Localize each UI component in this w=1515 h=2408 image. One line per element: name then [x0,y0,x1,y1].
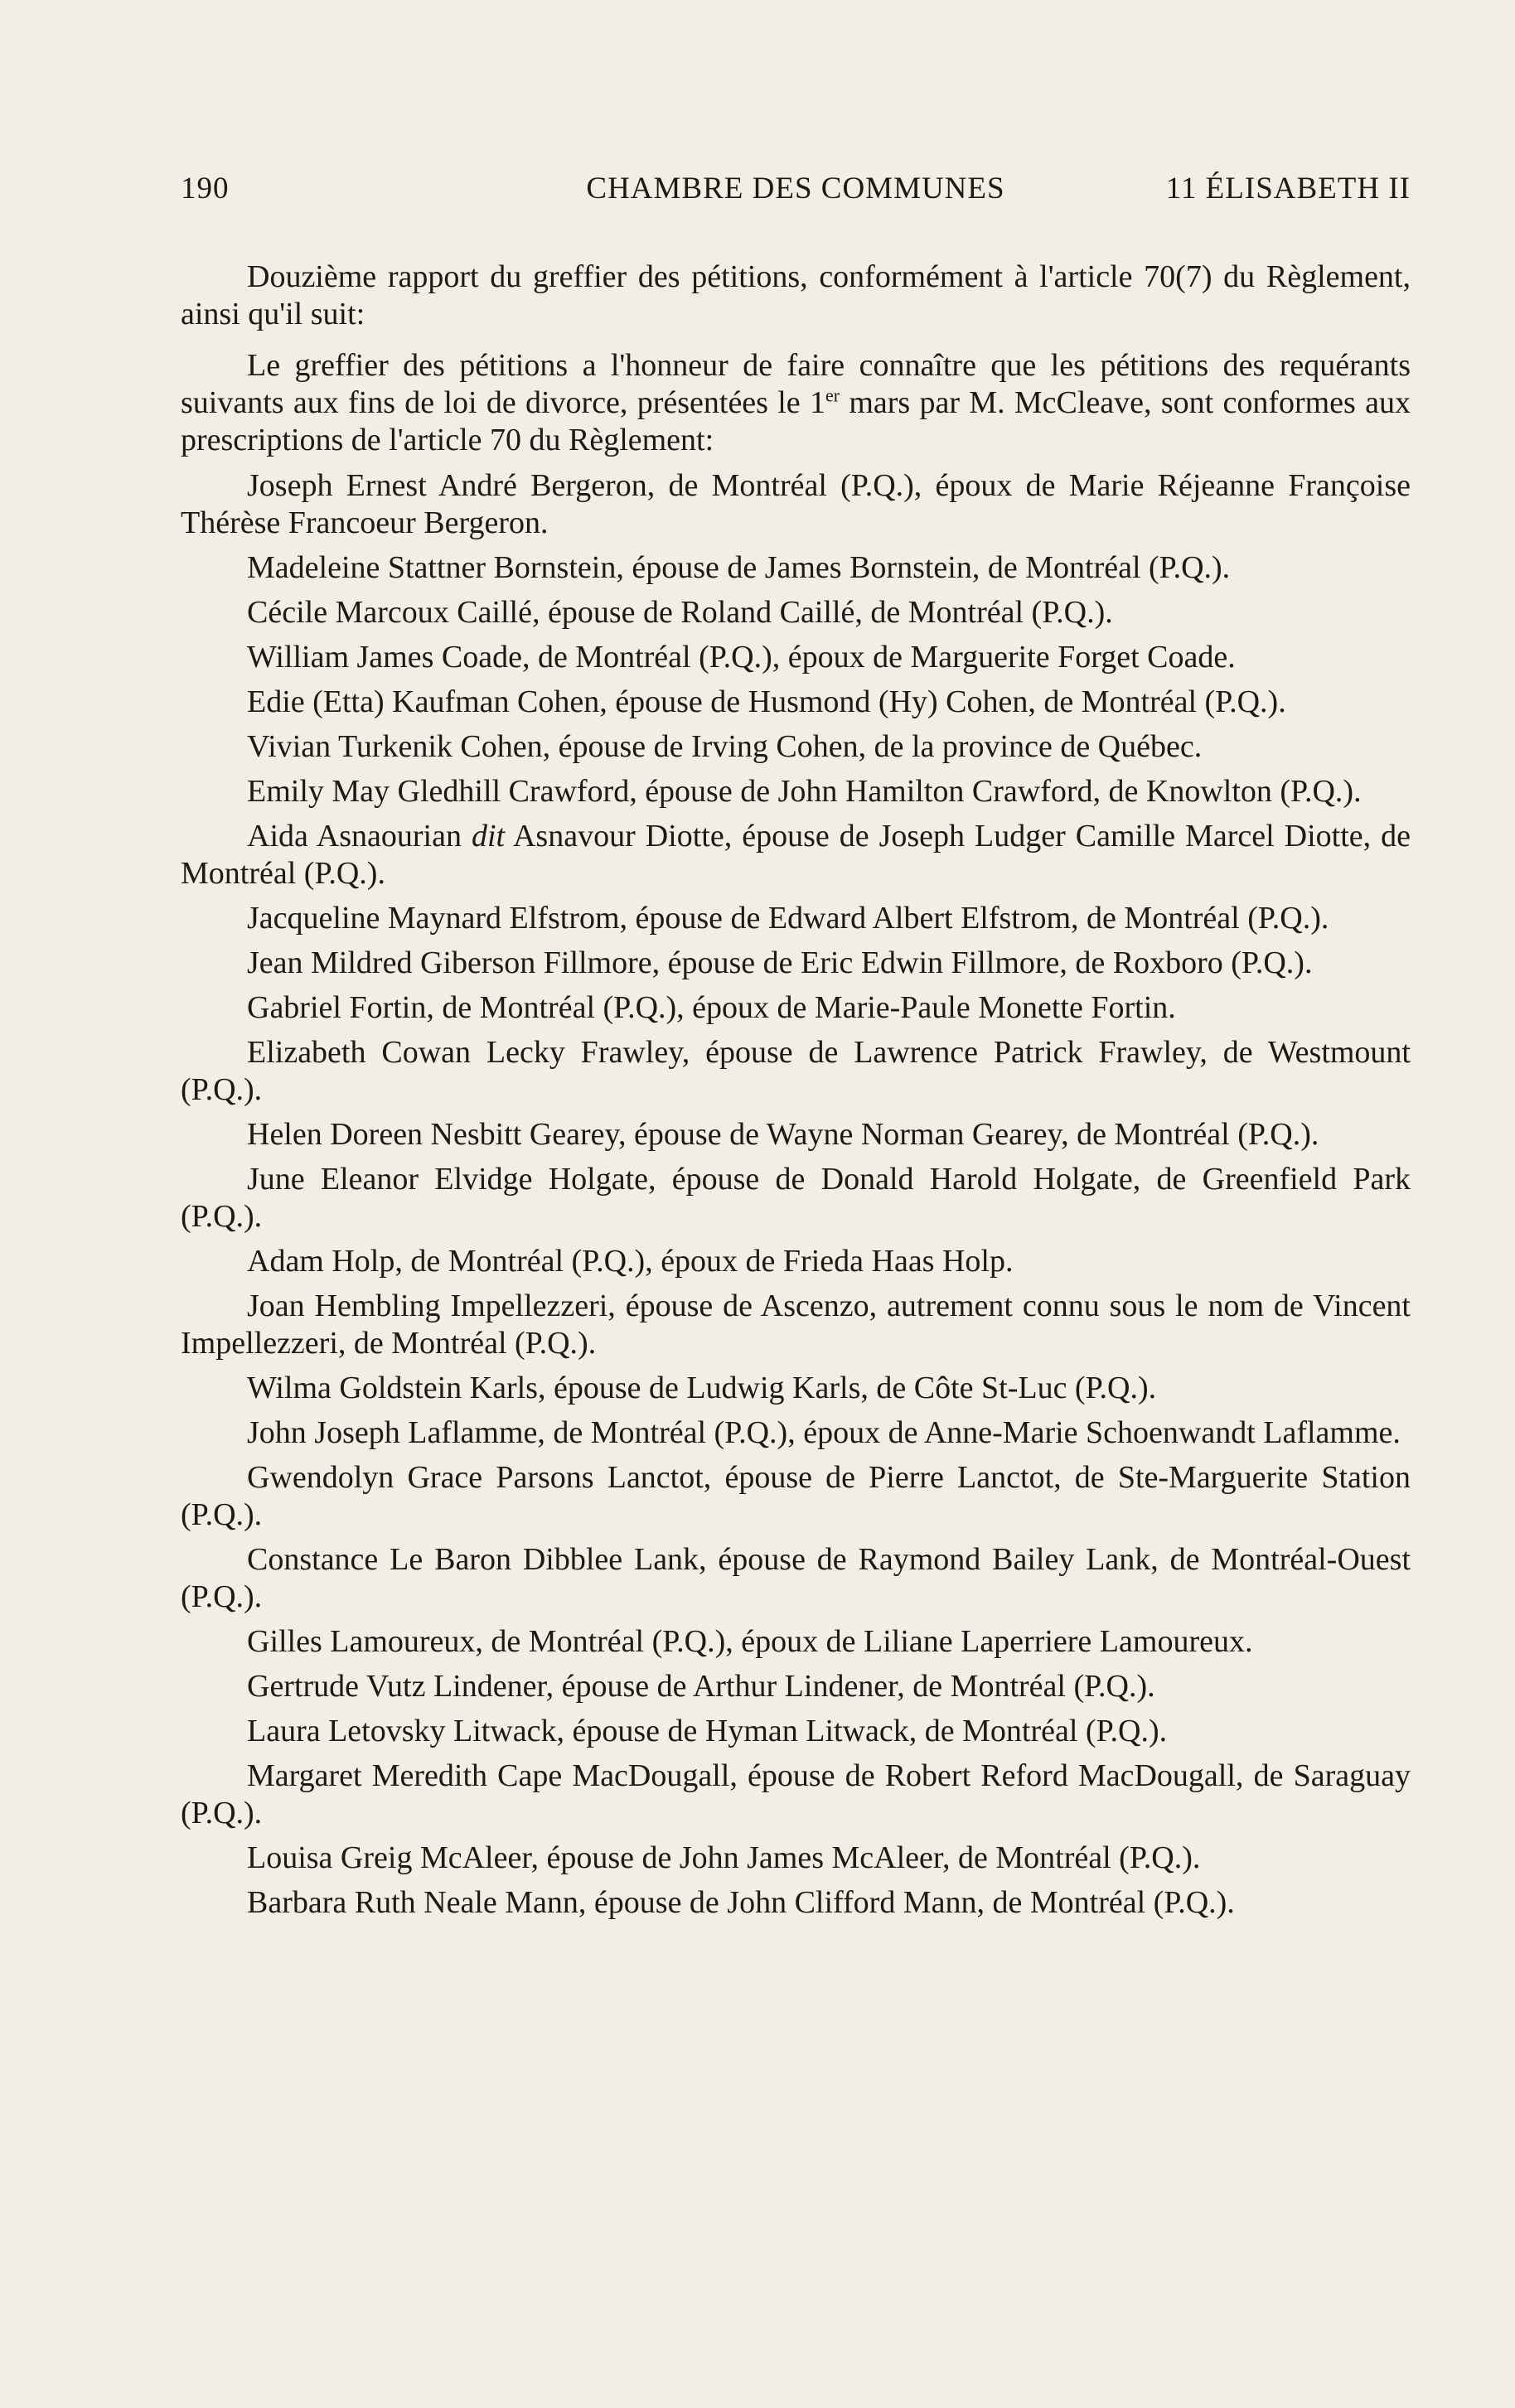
petitioner-entry: Wilma Goldstein Karls, épouse de Ludwig Karls, de Côte St-Luc (P.Q.). [247,1371,1157,1405]
page-number: 190 [181,172,230,206]
petitioner-entry: June Eleanor Elvidge Holgate, épouse de Donald Harold Holgate, de Greenfield Park (P.Q.). [181,1162,1411,1234]
document-body [181,259,1411,1929]
notice-superscript: er [825,384,840,406]
petitioner-entry: Vivian Turkenik Cohen, épouse de Irving Cohen, de la province de Québec. [247,729,1203,764]
page-header [181,171,1411,212]
petitioner-entry: Madeleine Stattner Bornstein, épouse de James Bornstein, de Montréal (P.Q.). [247,550,1231,585]
petitioner-entry: Helen Doreen Nesbitt Gearey, épouse de Wayne Norman Gearey, de Montréal (P.Q.). [247,1117,1319,1152]
diotte-text-after: Asnavour Diotte, épouse de Joseph Ludger Camille Marcel Diotte, de Montréal (P.Q.). [181,819,1411,891]
petitioner-entry: Joseph Ernest André Bergeron, de Montréal (P.Q.), époux de Marie Réjeanne Françoise Thérèse Francoeur Bergeron. [181,468,1411,540]
petitioner-entry: John Joseph Laflamme, de Montréal (P.Q.), époux de Anne-Marie Schoenwandt Laflamme. [247,1415,1401,1450]
petitioner-entry: Jacqueline Maynard Elfstrom, épouse de Edward Albert Elfstrom, de Montréal (P.Q.). [247,901,1329,936]
report-notice [181,347,1411,459]
petitioner-entry: Gabriel Fortin, de Montréal (P.Q.), époux de Marie-Paule Monette Fortin. [247,990,1176,1025]
petitioner-entry: Gilles Lamoureux, de Montréal (P.Q.), époux de Liliane Laperriere Lamoureux. [247,1624,1253,1659]
diotte-italic: dit [471,819,506,853]
notice-text-after: mars par M. McCleave, sont conformes aux prescriptions de l'article 70 du Règlement: [181,385,1411,457]
diotte-text-before: Aida Asnaourian [247,819,472,853]
petitioner-entry: Adam Holp, de Montréal (P.Q.), époux de Frieda Haas Holp. [247,1244,1014,1279]
petitioner-entry: Constance Le Baron Dibblee Lank, épouse de Raymond Bailey Lank, de Montréal-Ouest (P.Q.). [181,1542,1411,1614]
petitioner-entry: Joan Hembling Impellezzeri, épouse de Ascenzo, autrement connu sous le nom de Vincent Impellezzeri, de Montréal (P.Q.). [181,1289,1411,1361]
petitioner-entry: Barbara Ruth Neale Mann, épouse de John Clifford Mann, de Montréal (P.Q.). [247,1885,1235,1920]
petitioner-entry: Margaret Meredith Cape MacDougall, épouse de Robert Reford MacDougall, de Saraguay (P.Q.). [181,1758,1411,1830]
petitioner-entry: Cécile Marcoux Caillé, épouse de Roland Caillé, de Montréal (P.Q.). [247,595,1113,630]
petitioner-entry: Gertrude Vutz Lindener, épouse de Arthur Lindener, de Montréal (P.Q.). [247,1669,1155,1704]
petitioner-entry: Laura Letovsky Litwack, épouse de Hyman Litwack, de Montréal (P.Q.). [247,1714,1168,1748]
notice-text-before: Le greffier des pétitions a l'honneur de faire connaître que les pétitions des requérants suivants aux fins de loi de divorce, présentées le 1 [181,348,1411,420]
petitioner-entry: Edie (Etta) Kaufman Cohen, épouse de Husmond (Hy) Cohen, de Montréal (P.Q.). [247,684,1286,719]
petitioner-entry: Jean Mildred Giberson Fillmore, épouse de Eric Edwin Fillmore, de Roxboro (P.Q.). [247,945,1313,980]
petitioner-entry: William James Coade, de Montréal (P.Q.), époux de Marguerite Forget Coade. [247,640,1236,675]
report-intro: Douzième rapport du greffier des pétitions, conformément à l'article 70(7) du Règlement, ainsi qu'il suit: [181,259,1411,331]
reign-label: 11 ÉLISABETH II [1165,172,1411,206]
petitioner-entry: Louisa Greig McAleer, épouse de John James McAleer, de Montréal (P.Q.). [247,1840,1201,1875]
running-title: CHAMBRE DES COMMUNES [586,172,1005,206]
petitioner-entry-diotte [181,818,1411,892]
petitioner-entry: Gwendolyn Grace Parsons Lanctot, épouse de Pierre Lanctot, de Ste-Marguerite Station (P.Q.). [181,1460,1411,1532]
petitioner-entry: Emily May Gledhill Crawford, épouse de John Hamilton Crawford, de Knowlton (P.Q.). [247,774,1362,809]
petitioner-entry: Elizabeth Cowan Lecky Frawley, épouse de Lawrence Patrick Frawley, de Westmount (P.Q.). [181,1035,1411,1107]
